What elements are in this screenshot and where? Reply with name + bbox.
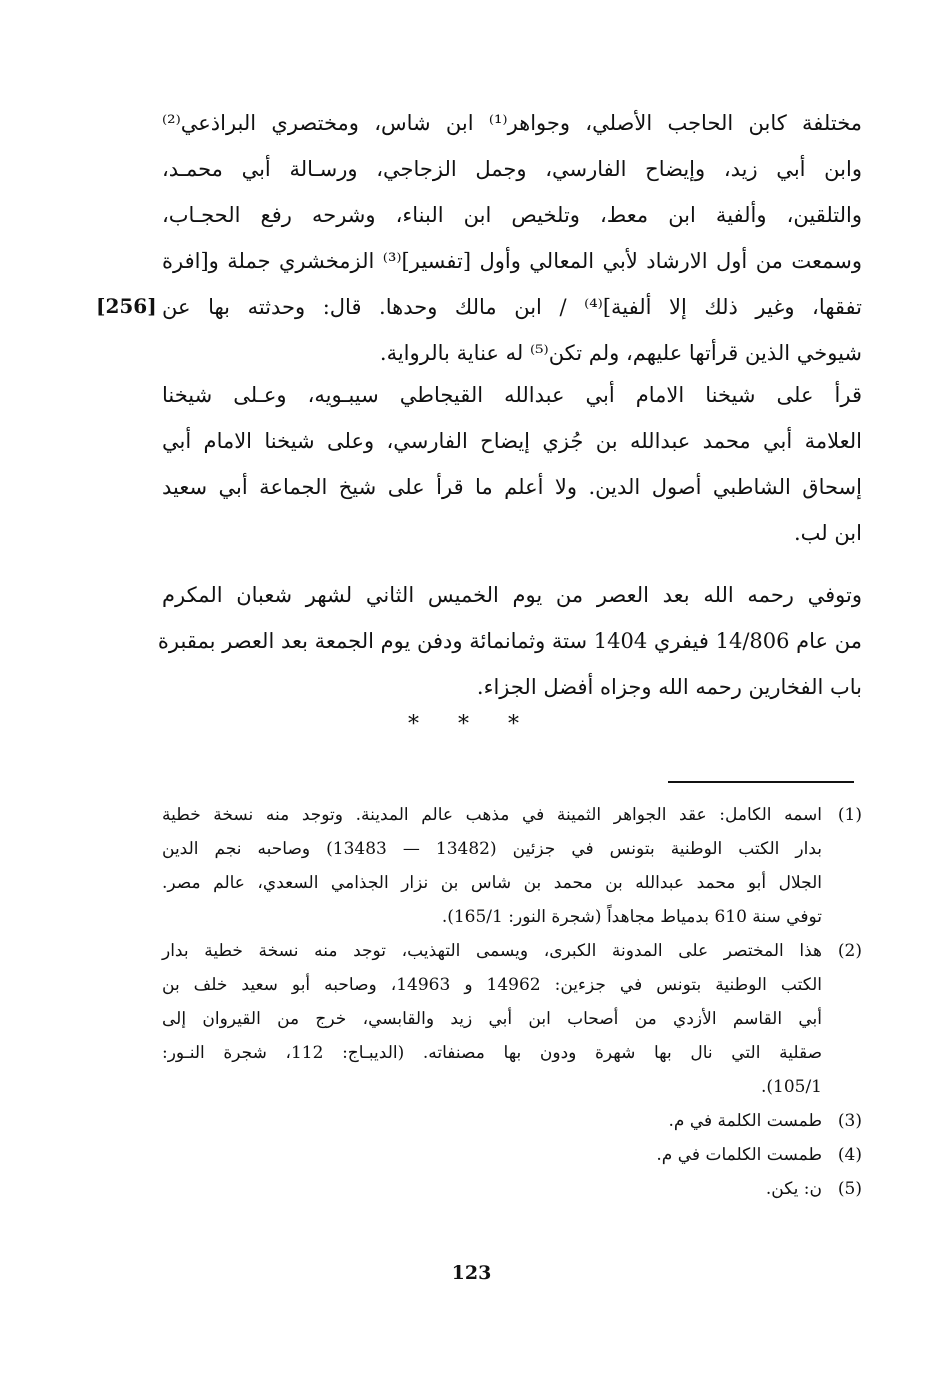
footnote-line: الجلال أبو محمد عبدالله بن محمد بن شاس بن نزار الجذامي السعدي، عالم مصر.	[162, 873, 822, 893]
footnote-number: (1)	[837, 805, 862, 825]
footnote-line: توفي سنة 610 بدمياط مجاهداً (شجرة النور: 165/1).	[441, 907, 822, 927]
footnote-line: أبي القاسم الأزدي من أصحاب ابن أبي زيد والقابسي، خرج من القيروان إلى	[162, 1009, 822, 1029]
footnote-line: طمست الكلمة في م.	[668, 1111, 822, 1131]
text-line: باب الفخارين رحمه الله وجزاه أفضل الجزاء.	[476, 675, 862, 699]
text-line: من عام 14/806 فيفري 1404 ستة وثمانمائة ودفن يوم الجمعة بعد العصر بمقبرة	[157, 629, 862, 653]
footnote-line: 105/1).	[760, 1077, 822, 1097]
footnotes	[162, 798, 862, 1206]
text-line: شيوخي الذين قرأتها عليهم، ولم تكن⁽⁵⁾ له عناية بالرواية.	[379, 341, 862, 365]
footnote-line: طمست الكلمات في م.	[656, 1145, 822, 1165]
footnote-1	[162, 798, 862, 934]
footnote-line: اسمه الكامل: عقد الجواهر الثمينة في مذهب عالم المدينة. وتوجد منه نسخة خطية	[162, 805, 822, 825]
footnote-line: الكتب الوطنية بتونس في جزءين: 14962 و 14963، وصاحبه أبو سعيد خلف بن	[162, 975, 822, 995]
footnote-number: (5)	[837, 1179, 862, 1199]
text-line: مختلفة كابن الحاجب الأصلي، وجواهر⁽¹⁾ ابن شاس، ومختصري البراذعي⁽²⁾	[162, 111, 862, 135]
paragraph-2	[162, 372, 862, 556]
text-line: ابن لب.	[793, 521, 862, 545]
section-separator: * * *	[408, 712, 535, 737]
footnote-line: ن: يكن.	[765, 1179, 822, 1199]
text-line: تفقها، وغير ذلك إلا ألفية]⁽⁴⁾ / ابن مالك وحدها. قال: وحدثته بها عن	[162, 295, 862, 319]
manuscript-folio-marker: [256]	[96, 294, 157, 318]
footnote-line: صقلية التي نال بها شهرة ودون بها مصنفاته. (الديبـاج: 112، شجرة النـور:	[162, 1043, 822, 1063]
footnote-4	[162, 1138, 862, 1172]
footnote-number: (3)	[837, 1111, 862, 1131]
text-line: وتوفي رحمه الله بعد العصر من يوم الخميس الثاني لشهر شعبان المكرم	[162, 583, 862, 607]
footnote-5	[162, 1172, 862, 1206]
text-line: إسحاق الشاطبي أصول الدين. ولا أعلم ما قرأ على شيخ الجماعة أبي سعيد	[162, 475, 862, 499]
footnote-3	[162, 1104, 862, 1138]
paragraph-1	[162, 100, 862, 376]
page-number: 123	[451, 1262, 492, 1284]
footnote-line: هذا المختصر على المدونة الكبرى، ويسمى التهذيب، توجد منه نسخة خطية بدار	[162, 941, 822, 961]
footnote-2	[162, 934, 862, 1104]
footnote-divider	[668, 781, 854, 783]
text-line: والتلقين، وألفية ابن معط، وتلخيص ابن البناء، وشرحه رفع الحجـاب،	[162, 203, 862, 227]
footnote-number: (2)	[837, 941, 862, 961]
text-line: العلامة أبي محمد عبدالله بن جُزي إيضاح الفارسي، وعلى شيخنا الامام أبي	[162, 429, 862, 453]
text-line: وابن أبي زيد، وإيضاح الفارسي، وجمل الزجاجي، ورسـالة أبي محمـد،	[162, 157, 862, 181]
text-line: وسمعت من أول الارشاد لأبي المعالي وأول [تفسير]⁽³⁾ الزمخشري جملة و[افرة	[162, 249, 862, 273]
footnote-line: بدار الكتب الوطنية بتونس في جزئين (13482 — 13483) وصاحبه نجم الدين	[162, 839, 822, 859]
text-line: قرأ على شيخنا الامام أبي عبدالله القيجاطي سيبـويه، وعـلى شيخنا	[162, 383, 862, 407]
paragraph-3	[157, 572, 862, 710]
footnote-number: (4)	[837, 1145, 862, 1165]
